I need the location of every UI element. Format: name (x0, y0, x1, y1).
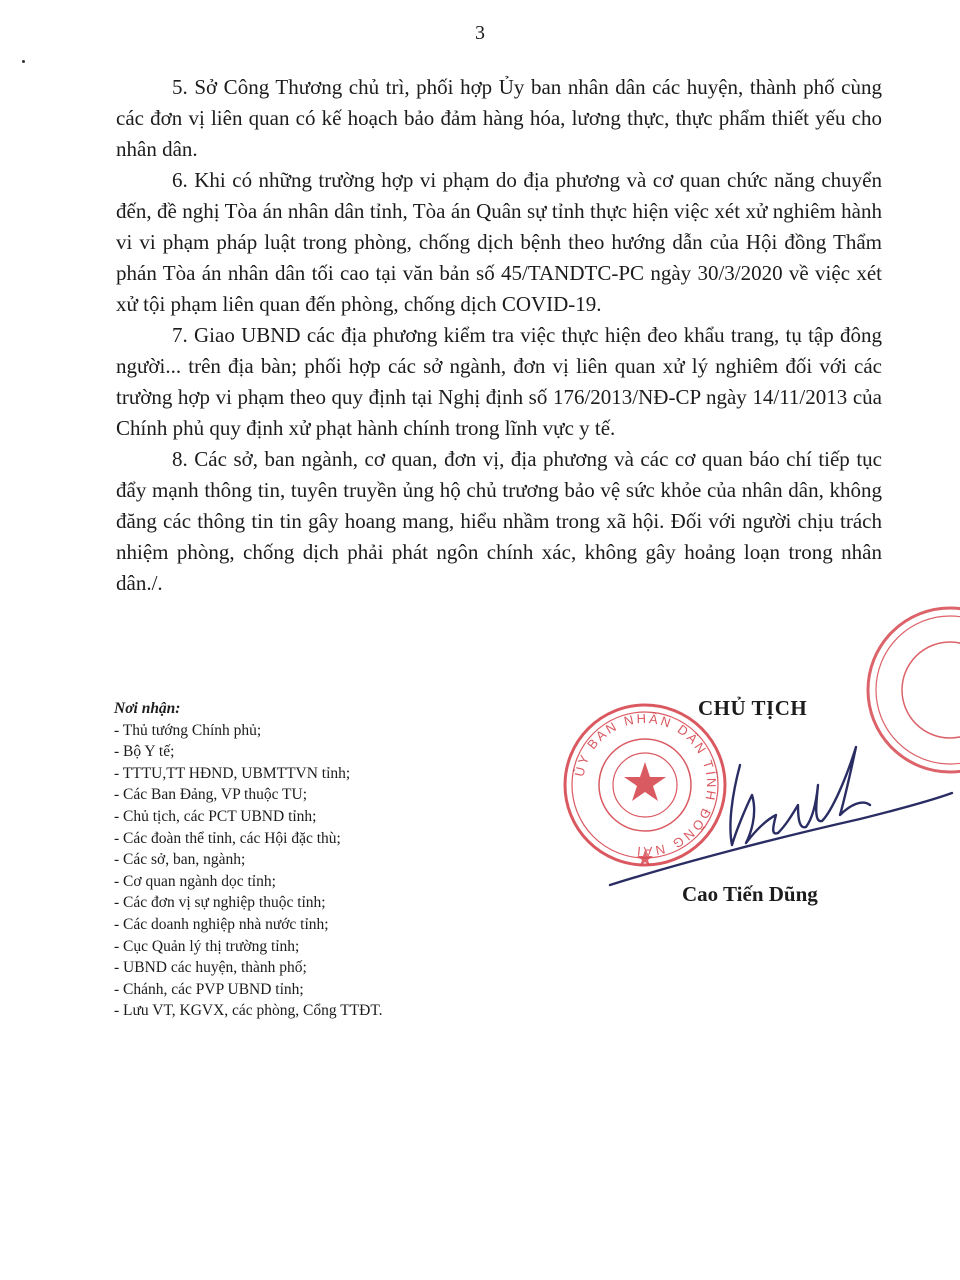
signer-title: CHỦ TỊCH (698, 696, 808, 720)
recipient-item: - Bộ Y tế; (114, 743, 175, 761)
paragraph-8: 8. Các sở, ban ngành, cơ quan, đơn vị, địa phương và các cơ quan báo chí tiếp tục đẩy mạnh thông tin, tuyên truyền ủng hộ chủ trương bảo vệ sức khỏe của nhân dân, không đăng các thông tin tin gây hoang mang, hiểu nhầm trong xã hội. Đối với người chịu trách nhiệm phòng, chống dịch phải phát ngôn chính xác, không gây hoảng loạn trong nhân dân./. (116, 447, 882, 595)
recipient-item: - TTTU,TT HĐND, UBMTTVN tỉnh; (114, 764, 351, 782)
recipients-block (114, 698, 534, 1022)
recipient-item: - Các đoàn thể tỉnh, các Hội đặc thù; (114, 829, 341, 847)
recipient-item: - Chánh, các PVP UBND tỉnh; (114, 980, 304, 998)
recipients-list (114, 720, 534, 1022)
recipient-item: - Thủ tướng Chính phủ; (114, 721, 262, 739)
page-number: 3 (475, 22, 485, 44)
paragraph-5: 5. Sở Công Thương chủ trì, phối hợp Ủy ban nhân dân các huyện, thành phố cùng các đơn vị liên quan có kế hoạch bảo đảm hàng hóa, lương thực, thực phẩm thiết yếu cho nhân dân. (116, 75, 882, 161)
handwritten-signature (600, 735, 960, 895)
signer-name: Cao Tiến Dũng (682, 882, 818, 906)
recipient-item: - Cơ quan ngành dọc tỉnh; (114, 872, 276, 890)
recipient-item: - Cục Quản lý thị trường tỉnh; (114, 937, 300, 955)
paragraph-6: 6. Khi có những trường hợp vi phạm do địa phương và cơ quan chức năng chuyển đến, đề nghị Tòa án nhân dân tỉnh, Tòa án Quân sự tỉnh thực hiện việc xét xử nghiêm hành vi vi phạm pháp luật trong phòng, chống dịch bệnh theo hướng dẫn của Hội đồng Thẩm phán Tòa án nhân dân tối cao tại văn bản số 45/TANDTC-PC ngày 30/3/2020 về việc xét xử tội phạm liên quan đến phòng, chống dịch COVID-19. (116, 168, 882, 316)
recipients-title: Nơi nhận: (114, 700, 181, 717)
recipient-item: - Các Ban Đảng, VP thuộc TU; (114, 786, 308, 804)
scan-speck (22, 60, 25, 63)
recipient-item: - Các sở, ban, ngành; (114, 851, 246, 869)
recipient-item: - Các doanh nghiệp nhà nước tỉnh; (114, 915, 329, 933)
recipient-item: - Lưu VT, KGVX, các phòng, Cổng TTĐT. (114, 1002, 383, 1020)
stamp-text: ỦY BAN NHÂN DÂN TỈNH ĐỒNG NAI (571, 710, 720, 860)
paragraph-7: 7. Giao UBND các địa phương kiểm tra việc thực hiện đeo khẩu trang, tụ tập đông người... trên địa bàn; phối hợp các sở ngành, đơn vị liên quan xử lý nghiêm đối với các trường hợp vi phạm theo quy định tại Nghị định số 176/2013/NĐ-CP ngày 14/11/2013 của Chính phủ quy định xử phạt hành chính trong lĩnh vực y tế. (116, 323, 882, 440)
recipient-item: - Các đơn vị sự nghiệp thuộc tỉnh; (114, 894, 326, 912)
recipient-item: - Chủ tịch, các PCT UBND tỉnh; (114, 807, 317, 825)
document-body (116, 72, 882, 599)
recipient-item: - UBND các huyện, thành phố; (114, 959, 307, 977)
